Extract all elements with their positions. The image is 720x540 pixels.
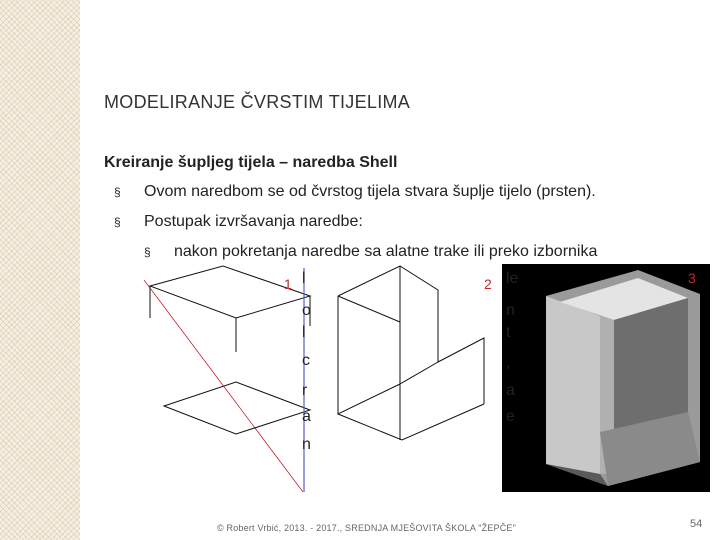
illustration-canvas bbox=[138, 264, 710, 492]
hidden-text-fragment: a bbox=[302, 408, 311, 425]
hidden-text-fragment: l bbox=[302, 324, 306, 341]
bullet-marker: § bbox=[144, 245, 151, 259]
sub-bullet-item bbox=[144, 243, 597, 261]
hidden-text-fragment: r bbox=[302, 382, 308, 399]
bullet-item bbox=[114, 183, 596, 201]
hidden-text-fragment: o bbox=[302, 302, 311, 319]
shaded-shell-step3 bbox=[502, 264, 710, 492]
bullet-item bbox=[114, 213, 363, 231]
slide-footer: © Robert Vrbić, 2013. - 2017., SREDNJA MJEŠOVITA ŠKOLA "ŽEPČE" bbox=[217, 523, 517, 533]
hidden-text-fragment: n bbox=[506, 302, 515, 319]
bullet-marker: § bbox=[114, 215, 121, 229]
hidden-text-fragment: , bbox=[506, 354, 511, 371]
hidden-text-fragment: l bbox=[302, 270, 306, 287]
hidden-text-fragment: c bbox=[302, 352, 310, 369]
hidden-text-fragment: n bbox=[302, 436, 311, 453]
step-label-1: 1 bbox=[284, 276, 292, 292]
decorative-side-strip bbox=[0, 0, 80, 540]
slide-subtitle: Kreiranje šupljeg tijela – naredba Shell bbox=[104, 154, 398, 171]
step-label-2: 2 bbox=[484, 276, 492, 292]
page-number: 54 bbox=[690, 518, 703, 530]
bullet-text: Ovom naredbom se od čvrstog tijela stvara šuplje tijelo (prsten). bbox=[144, 183, 596, 200]
bullet-text: Postupak izvršavanja naredbe: bbox=[144, 213, 363, 230]
bullet-marker: § bbox=[114, 185, 121, 199]
slide-title: MODELIRANJE ČVRSTIM TIJELIMA bbox=[104, 92, 411, 112]
hidden-text-fragment: t bbox=[506, 324, 511, 341]
hidden-text-fragment: a bbox=[506, 382, 515, 399]
hidden-text-fragment: e bbox=[506, 408, 515, 425]
hidden-text-fragment: le bbox=[506, 270, 519, 287]
step-label-3: 3 bbox=[688, 270, 696, 286]
bullet-text: nakon pokretanja naredbe sa alatne trake ili preko izbornika bbox=[174, 243, 598, 260]
shell-command-illustration bbox=[138, 264, 710, 492]
